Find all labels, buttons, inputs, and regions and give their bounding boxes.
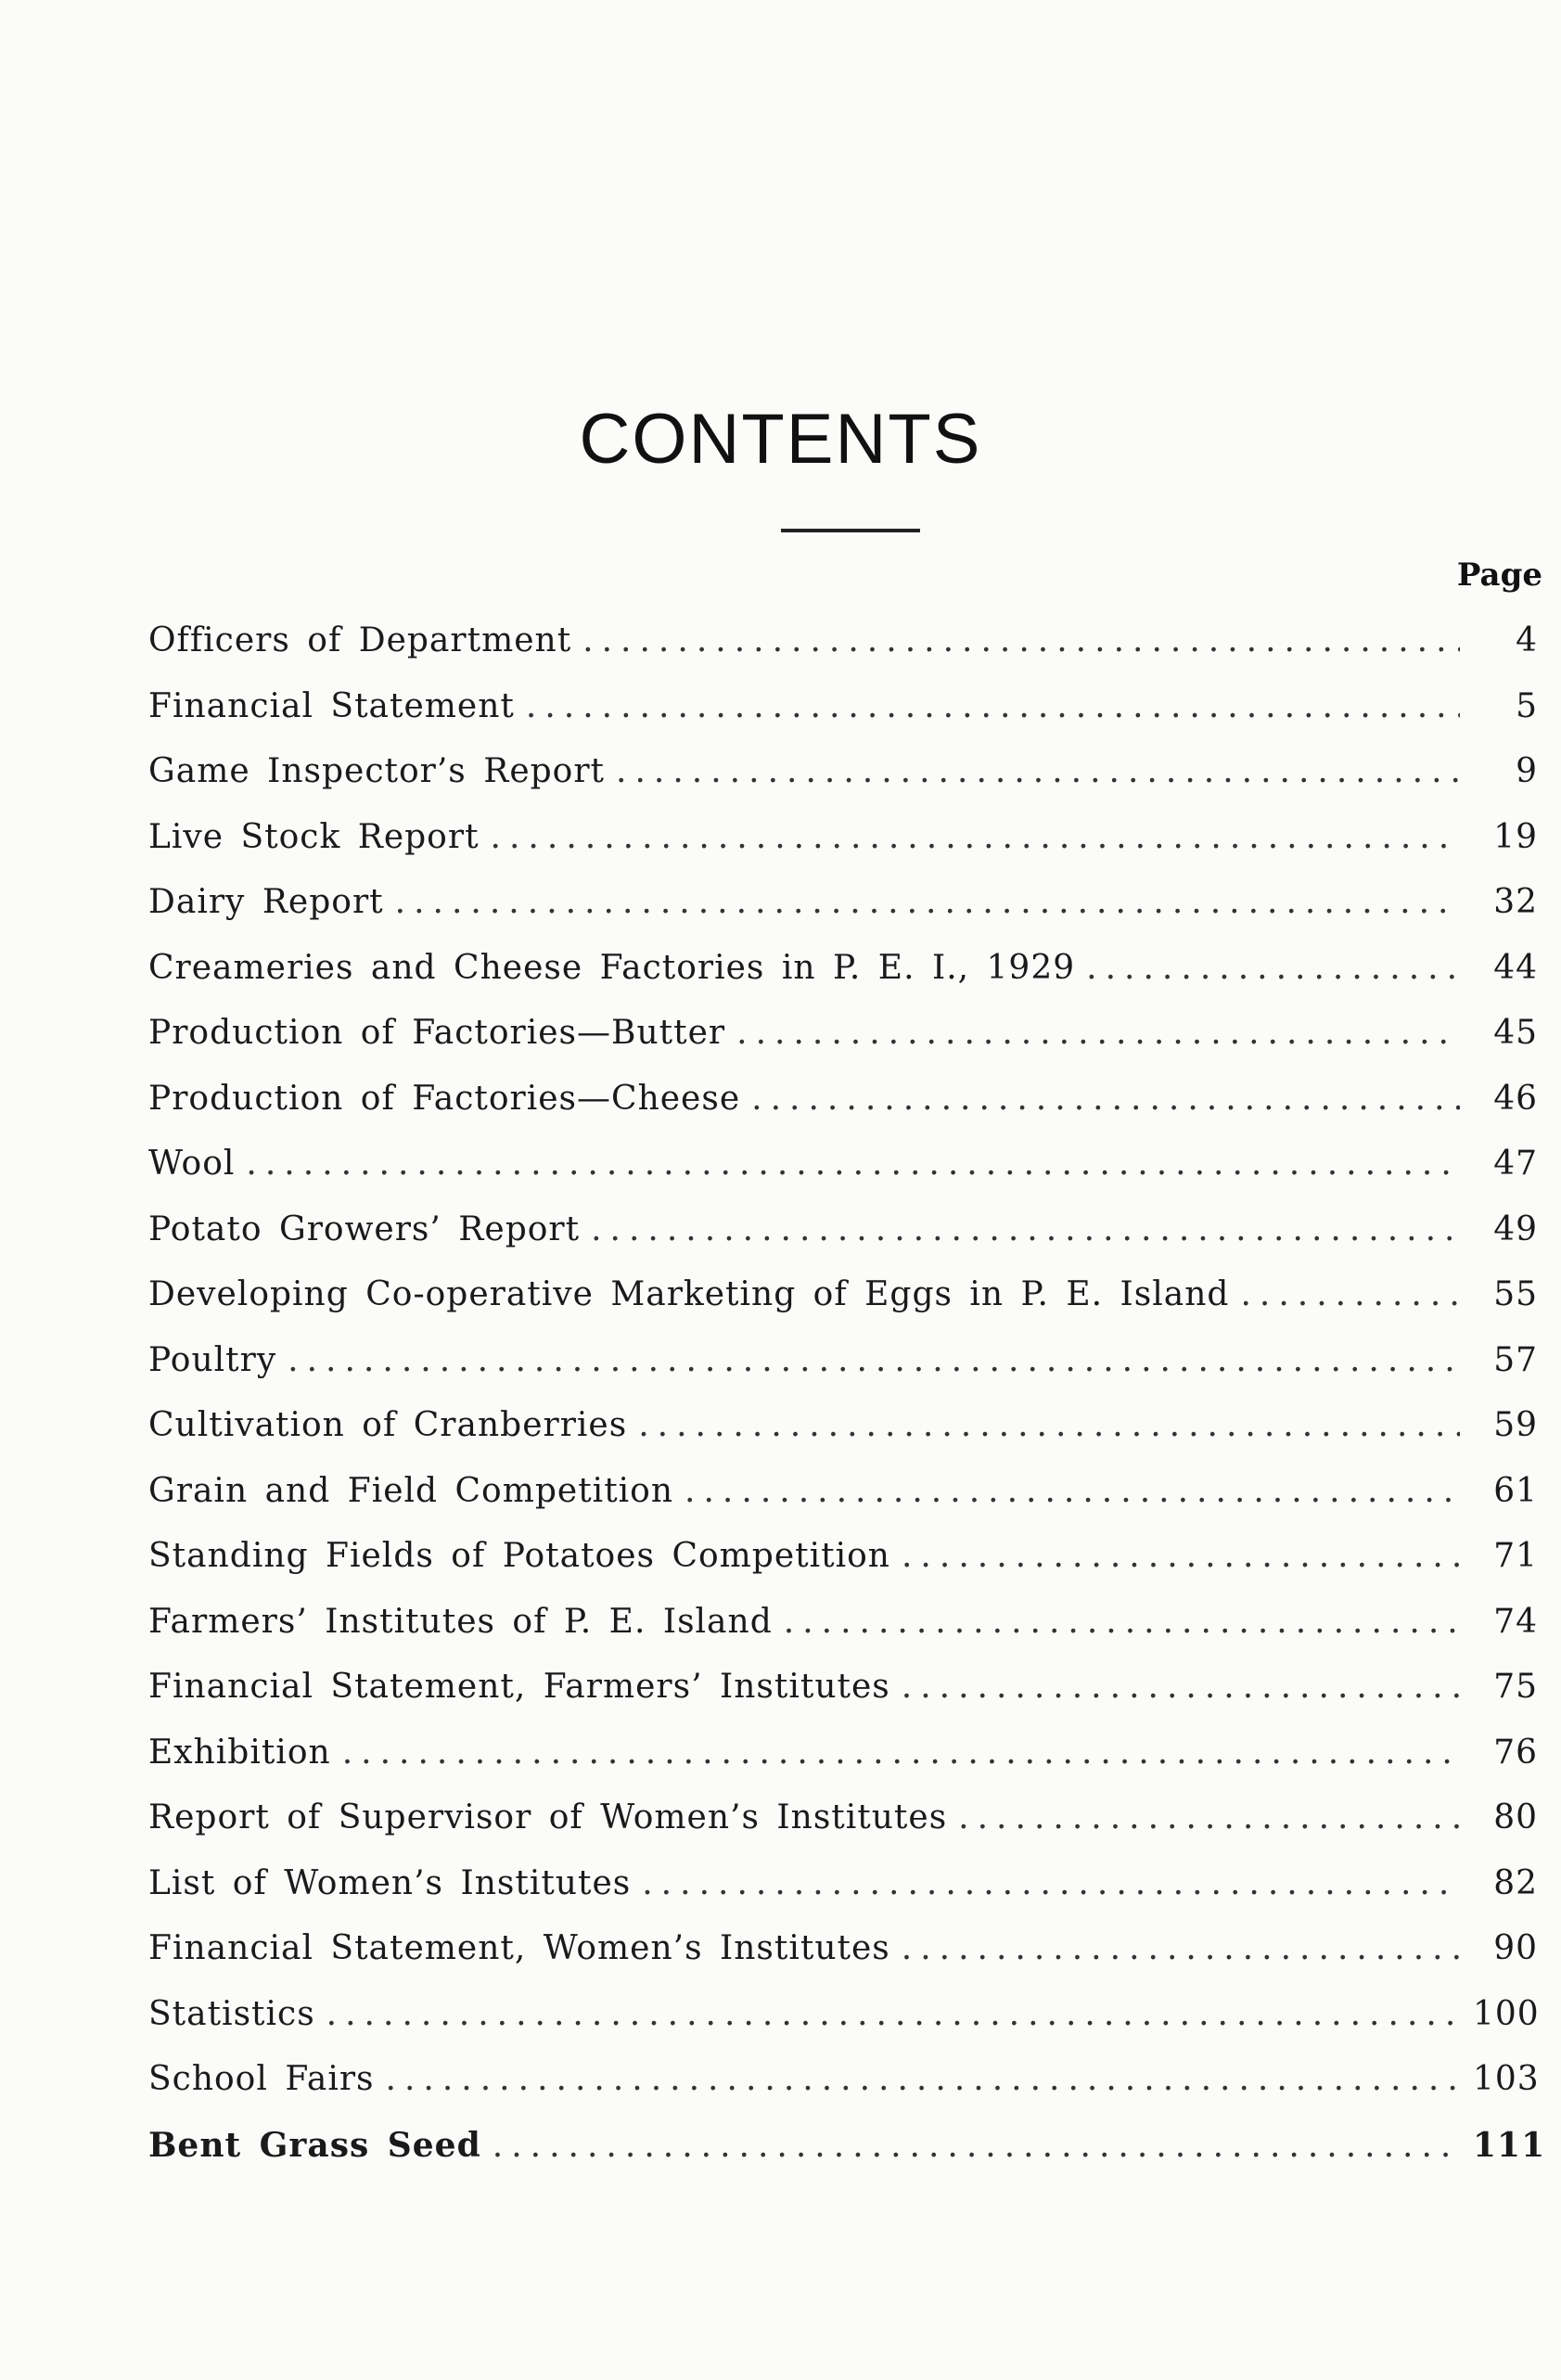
toc-entry bbox=[148, 1014, 1538, 1080]
toc-entry bbox=[148, 1275, 1538, 1341]
toc-entry-label: List of Women’s Institutes bbox=[148, 1863, 632, 1902]
toc-entry-page: 9 bbox=[1516, 752, 1538, 790]
toc-entry bbox=[148, 1210, 1538, 1276]
toc-entry-page: 82 bbox=[1493, 1863, 1538, 1902]
toc-entry bbox=[148, 1995, 1538, 2061]
dot-leader bbox=[582, 621, 1460, 659]
toc-entry-page: 57 bbox=[1493, 1340, 1538, 1379]
dot-leader bbox=[638, 1406, 1460, 1444]
toc-entry-label: Bent Grass Seed bbox=[148, 2125, 481, 2165]
toc-entry-label: Grain and Field Competition bbox=[148, 1471, 674, 1510]
toc-entry bbox=[148, 1734, 1538, 1799]
dot-leader bbox=[326, 1995, 1460, 2033]
dot-leader bbox=[736, 1014, 1460, 1052]
toc-entry-page: 61 bbox=[1493, 1471, 1538, 1510]
toc-entry-label: Developing Co-operative Marketing of Eggs in P. E. Island bbox=[148, 1275, 1230, 1313]
toc-entry bbox=[148, 883, 1538, 949]
toc-entry-page: 71 bbox=[1493, 1537, 1538, 1575]
dot-leader bbox=[616, 752, 1460, 790]
toc-entry-page: 100 bbox=[1473, 1994, 1540, 2033]
dot-leader bbox=[246, 1145, 1460, 1183]
toc-entry-page: 19 bbox=[1493, 817, 1538, 856]
toc-entry-label: Potato Growers’ Report bbox=[148, 1209, 581, 1248]
toc-entry-page: 55 bbox=[1493, 1275, 1538, 1313]
toc-entry-page: 59 bbox=[1493, 1406, 1538, 1444]
toc-entry-page: 76 bbox=[1493, 1733, 1538, 1772]
toc-entry-page: 49 bbox=[1493, 1209, 1538, 1248]
dot-leader bbox=[642, 1864, 1460, 1902]
dot-leader bbox=[342, 1734, 1460, 1772]
toc-entry-label: Financial Statement, Farmers’ Institutes bbox=[148, 1668, 890, 1706]
toc-entry-page: 32 bbox=[1493, 883, 1538, 921]
toc-entry bbox=[148, 752, 1538, 818]
toc-entry bbox=[148, 1864, 1538, 1930]
toc-entry-label: Live Stock Report bbox=[148, 817, 480, 856]
toc-entry-page: 80 bbox=[1493, 1798, 1538, 1836]
page-column-heading: Page bbox=[1456, 557, 1542, 594]
toc-entry-page: 75 bbox=[1493, 1668, 1538, 1706]
toc-entry bbox=[148, 2060, 1538, 2126]
dot-leader bbox=[784, 1603, 1460, 1641]
toc-entry-label: Production of Factories—Butter bbox=[148, 1014, 726, 1052]
dot-leader bbox=[386, 2060, 1460, 2098]
toc-entry bbox=[148, 621, 1538, 687]
dot-leader bbox=[685, 1472, 1460, 1510]
toc-entry bbox=[148, 1929, 1538, 1995]
dot-leader bbox=[902, 1929, 1460, 1967]
toc-entry-label: Statistics bbox=[148, 1994, 315, 2033]
dot-leader bbox=[751, 1080, 1460, 1118]
toc-entry-page: 44 bbox=[1493, 948, 1538, 987]
toc-entry bbox=[148, 1080, 1538, 1145]
toc-entry-label: Wool bbox=[148, 1145, 236, 1183]
toc-entry bbox=[148, 1341, 1538, 1407]
table-of-contents bbox=[148, 621, 1546, 2191]
toc-entry-label: Financial Statement bbox=[148, 686, 515, 725]
dot-leader bbox=[902, 1537, 1460, 1575]
dot-leader bbox=[491, 818, 1460, 856]
toc-entry-label: Cultivation of Cranberries bbox=[148, 1406, 628, 1444]
toc-entry-label: Production of Factories—Cheese bbox=[148, 1079, 741, 1118]
toc-entry-label: Poultry bbox=[148, 1340, 277, 1379]
toc-entry-page: 47 bbox=[1493, 1145, 1538, 1183]
toc-entry-page: 45 bbox=[1493, 1014, 1538, 1052]
toc-entry-label: Farmers’ Institutes of P. E. Island bbox=[148, 1602, 773, 1641]
toc-entry bbox=[148, 1406, 1538, 1472]
toc-entry-label: Dairy Report bbox=[148, 883, 384, 921]
toc-entry bbox=[148, 1798, 1538, 1864]
toc-entry bbox=[148, 1537, 1538, 1603]
toc-entry bbox=[148, 818, 1538, 884]
toc-entry-label: School Fairs bbox=[148, 2060, 375, 2098]
toc-entry-page: 4 bbox=[1516, 621, 1538, 659]
toc-entry bbox=[148, 1145, 1538, 1210]
dot-leader bbox=[395, 883, 1460, 921]
toc-entry-page: 90 bbox=[1493, 1929, 1538, 1967]
toc-entry bbox=[148, 687, 1538, 753]
title-underline bbox=[781, 529, 920, 532]
toc-entry-page: 103 bbox=[1473, 2060, 1540, 2098]
dot-leader bbox=[493, 2127, 1460, 2165]
dot-leader bbox=[591, 1210, 1460, 1248]
toc-entry bbox=[148, 1668, 1538, 1734]
toc-entry-page: 5 bbox=[1516, 686, 1538, 725]
toc-entry bbox=[148, 2125, 1546, 2192]
toc-entry-label: Exhibition bbox=[148, 1733, 331, 1772]
page-title: CONTENTS bbox=[579, 400, 982, 479]
dot-leader bbox=[1240, 1275, 1460, 1313]
toc-entry-label: Standing Fields of Potatoes Competition bbox=[148, 1537, 890, 1575]
toc-entry-label: Report of Supervisor of Women’s Institutes bbox=[148, 1798, 948, 1836]
toc-entry-label: Creameries and Cheese Factories in P. E. I., 1929 bbox=[148, 948, 1076, 987]
toc-entry bbox=[148, 1472, 1538, 1538]
toc-entry-page: 74 bbox=[1493, 1602, 1538, 1641]
toc-entry-page: 46 bbox=[1493, 1079, 1538, 1118]
toc-entry bbox=[148, 1603, 1538, 1669]
toc-entry bbox=[148, 949, 1538, 1015]
dot-leader bbox=[288, 1341, 1460, 1379]
dot-leader bbox=[526, 687, 1460, 725]
toc-entry-label: Game Inspector’s Report bbox=[148, 752, 606, 790]
dot-leader bbox=[902, 1668, 1460, 1706]
dot-leader bbox=[958, 1798, 1460, 1836]
toc-entry-label: Financial Statement, Women’s Institutes bbox=[148, 1929, 890, 1967]
toc-entry-label: Officers of Department bbox=[148, 621, 572, 659]
dot-leader bbox=[1086, 949, 1460, 987]
toc-entry-page: 111 bbox=[1473, 2125, 1546, 2165]
